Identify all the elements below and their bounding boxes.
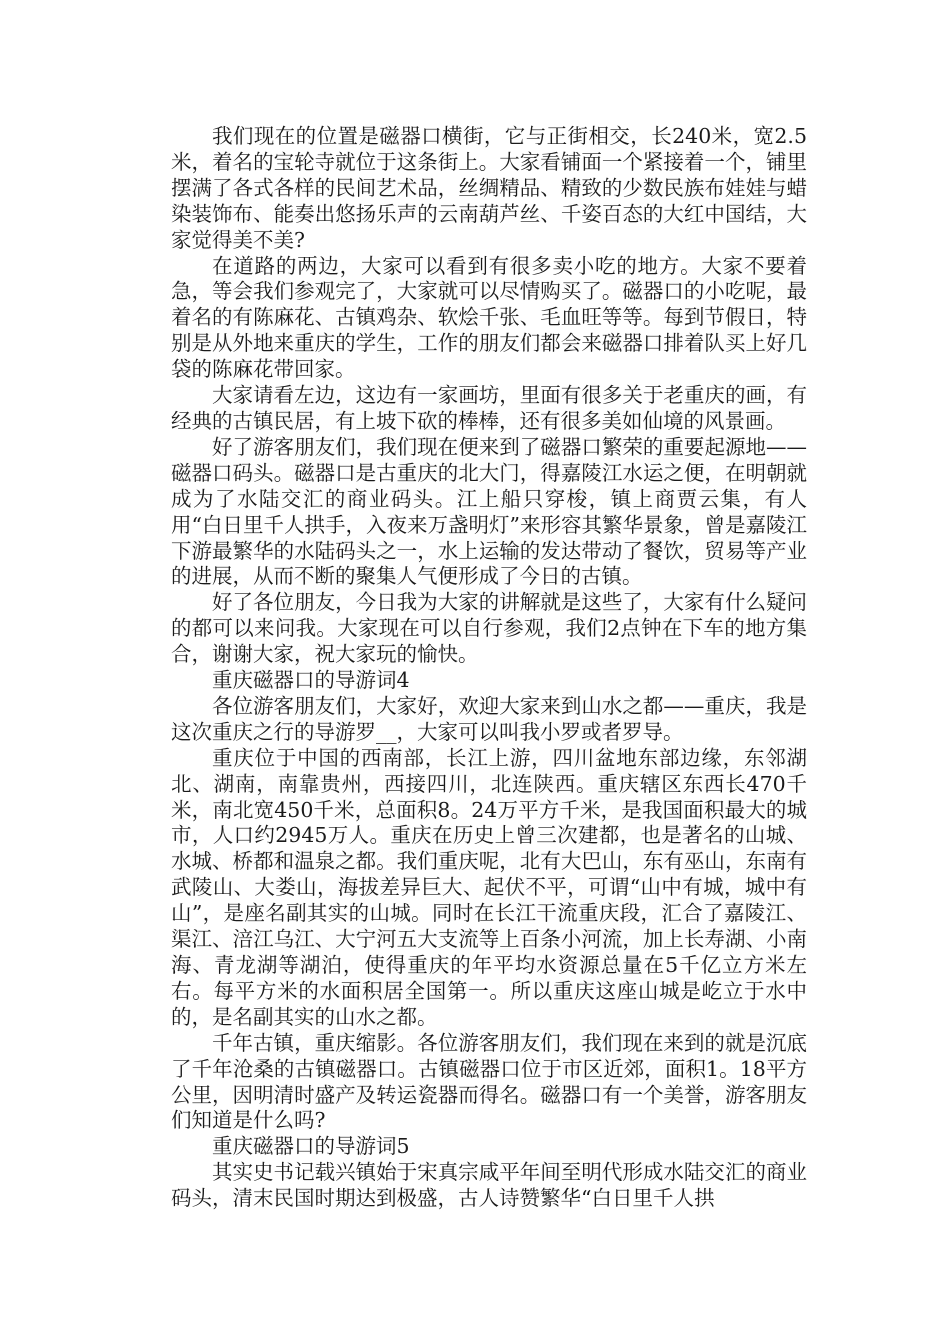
document-body — [171, 124, 807, 1212]
paragraph-chongqing-overview: 重庆位于中国的西南部，长江上游，四川盆地东部边缘，东邻湖北、湖南，南靠贵州，西接四川，北连陕西。重庆辖区东西长470千米，南北宽450千米，总面积8。24万平方千米，是我国面积最大的城市，人口约2945万人。重庆在历史上曾三次建都，也是著名的山城、水城、桥都和温泉之都。我们重庆呢，北有大巴山，东有巫山，东南有武陵山、大娄山，海拔差异巨大、起伏不平，可谓“山中有城，城中有山”，是座名副其实的山城。同时在长江干流重庆段，汇合了嘉陵江、渠江、涪江乌江、大宁河五大支流等上百条小河流，加上长寿湖、小南海、青龙湖等湖泊，使得重庆的年平均水资源总量在5千亿立方米左右。每平方米的水面积居全国第一。所以重庆这座山城是屹立于水中的，是名副其实的山水之都。 — [171, 745, 807, 1029]
paragraph-closing: 好了各位朋友，今日我为大家的讲解就是这些了，大家有什么疑问的都可以来问我。大家现在可以自行参观，我们2点钟在下车的地方集合，谢谢大家，祝大家玩的愉快。 — [171, 590, 807, 667]
paragraph-snacks: 在道路的两边，大家可以看到有很多卖小吃的地方。大家不要着急，等会我们参观完了，大家就可以尽情购买了。磁器口的小吃呢，最着名的有陈麻花、古镇鸡杂、软烩千张、毛血旺等等。每到节假日，特别是从外地来重庆的学生，工作的朋友们都会来磁器口排着队买上好几袋的陈麻花带回家。 — [171, 253, 807, 382]
paragraph-wharf: 好了游客朋友们，我们现在便来到了磁器口繁荣的重要起源地——磁器口码头。磁器口是古重庆的北大门，得嘉陵江水运之便，在明朝就成为了水陆交汇的商业码头。江上船只穿梭，镇上商贾云集，有人用“白日里千人拱手，入夜来万盏明灯”来形容其繁华景象，曾是嘉陵江下游最繁华的水陆码头之一，水上运输的发达带动了餐饮，贸易等产业的进展，从而不断的聚集人气便形成了今日的古镇。 — [171, 434, 807, 589]
paragraph-ancient-town: 千年古镇，重庆缩影。各位游客朋友们，我们现在来到的就是沉底了千年沧桑的古镇磁器口。古镇磁器口位于市区近郊，面积1。18平方公里，因明清时盛产及转运瓷器而得名。磁器口有一个美誉，游客朋友们知道是什么吗? — [171, 1030, 807, 1133]
paragraph-history: 其实史书记载兴镇始于宋真宗咸平年间至明代形成水陆交汇的商业码头，清末民国时期达到极盛，古人诗赞繁华“白日里千人拱 — [171, 1160, 807, 1211]
paragraph-painting-shop: 大家请看左边，这边有一家画坊，里面有很多关于老重庆的画，有经典的古镇民居，有上坡下砍的棒棒，还有很多美如仙境的风景画。 — [171, 383, 807, 433]
section-heading-4: 重庆磁器口的导游词4 — [212, 668, 410, 693]
paragraph-welcome: 各位游客朋友们，大家好，欢迎大家来到山水之都——重庆，我是这次重庆之行的导游罗__，大家可以叫我小罗或者罗导。 — [171, 693, 807, 744]
paragraph-hengjie: 我们现在的位置是磁器口横街，它与正街相交，长240米，宽2.5米，着名的宝轮寺就位于这条街上。大家看铺面一个紧接着一个，铺里摆满了各式各样的民间艺术品，丝绸精品、精致的少数民族布娃娃与蜡染装饰布、能奏出悠扬乐声的云南葫芦丝、千姿百态的大红中国结，大家觉得美不美? — [171, 124, 807, 252]
section-heading-5: 重庆磁器口的导游词5 — [212, 1134, 410, 1159]
